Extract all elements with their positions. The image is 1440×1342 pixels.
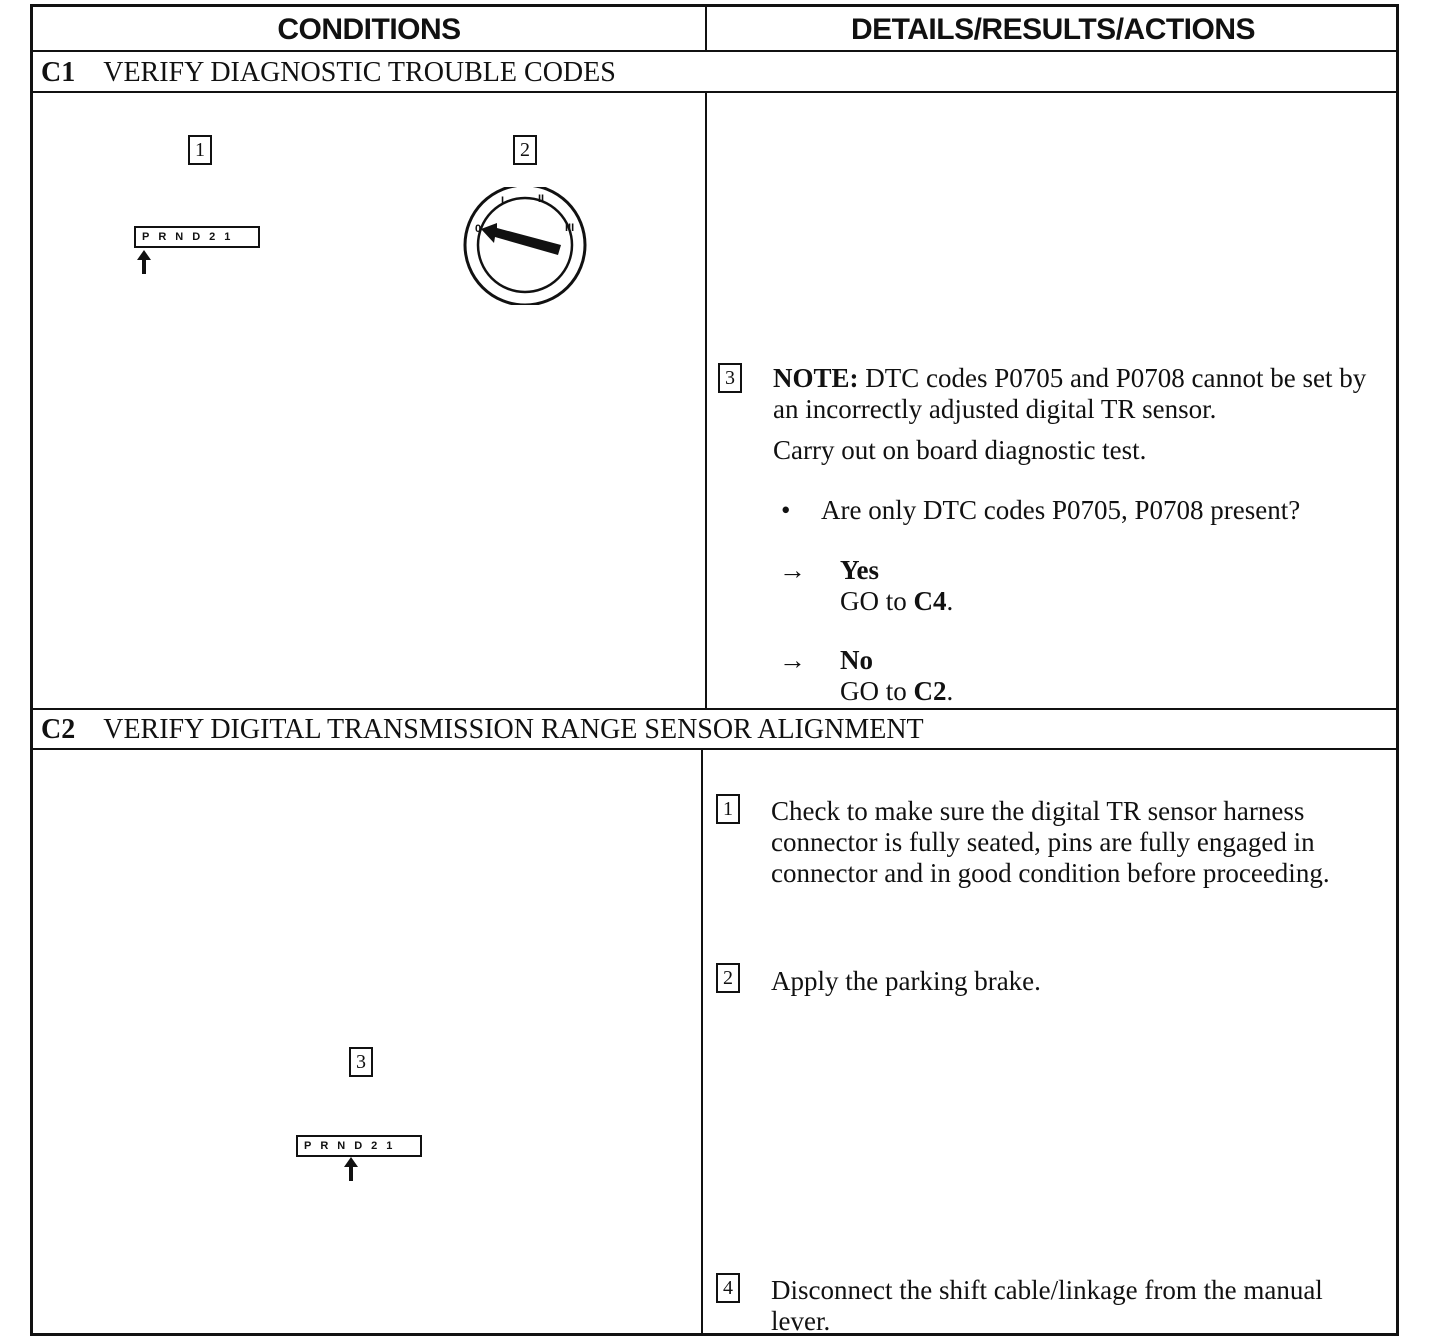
dtc-question: Are only DTC codes P0705, P0708 present? [821,495,1301,525]
note-text: DTC codes P0705 and P0708 cannot be set by an incorrectly adjusted digital TR sensor. [773,363,1367,424]
key-mark-i: I [501,195,505,207]
c1-note [773,363,1383,425]
procedure-table [30,4,1399,1336]
c1-section-title [41,57,616,89]
header-rule [33,50,1396,52]
c2-title-rule [33,748,1396,750]
position-arrow-icon [344,1157,358,1184]
c2-step1-text: Check to make sure the digital TR sensor harness connector is fully seated, pins are fully engaged in connector and in good condition before proceeding. [771,796,1330,888]
note-label: NOTE: [773,363,859,393]
c2-step2-label: 2 [716,963,740,993]
yes-label: Yes [840,555,879,585]
c2-column-divider [701,749,703,1333]
no-target-link[interactable]: C2 [913,676,947,706]
c1-code: C1 [41,57,76,88]
c2-step4-label: 4 [716,1273,740,1303]
c1-title-rule [33,91,1396,93]
c2-step2-text: Apply the parking brake. [771,966,1041,996]
fig1-label: 1 [188,135,212,165]
key-mark-ii: II [538,193,545,205]
details-header: DETAILS/RESULTS/ACTIONS [850,13,1256,46]
yes-action [840,586,953,617]
c2-section-title [41,714,924,746]
park-position-arrow-icon [137,250,151,277]
header-divider [705,7,707,51]
no-arrow-icon: → [779,645,806,675]
no-action [840,676,953,707]
c2-code: C2 [41,714,76,745]
no-period: . [946,676,954,706]
c2-step1-label: 1 [716,794,740,824]
yes-target-link[interactable]: C4 [913,586,947,616]
gear-selector-indicator-c2: PRND21 [296,1135,422,1157]
fig2-label: 2 [513,135,537,165]
question-bullet: • [781,495,791,525]
key-mark-iii: III [565,222,575,234]
c2-top-rule [33,708,1396,710]
no-label: No [840,645,873,675]
fig3-label: 3 [349,1047,373,1077]
gear-selector-indicator: PRND21 [134,226,260,248]
no-go-text: GO to [840,676,914,706]
yes-go-text: GO to [840,586,914,616]
carry-out-instruction: Carry out on board diagnostic test. [773,435,1147,465]
c1-title: VERIFY DIAGNOSTIC TROUBLE CODES [103,57,616,88]
c2-step4-text: Disconnect the shift cable/linkage from the manual lever. [771,1275,1323,1336]
c2-title: VERIFY DIGITAL TRANSMISSION RANGE SENSOR ALIGNMENT [103,714,924,745]
conditions-header: CONDITIONS [277,13,461,46]
yes-period: . [946,586,954,616]
yes-arrow-icon: → [779,555,806,585]
c1-column-divider [705,92,707,709]
c1-step3-label: 3 [718,363,742,393]
key-mark-0: 0 [475,223,482,235]
ignition-switch-icon [461,187,589,310]
